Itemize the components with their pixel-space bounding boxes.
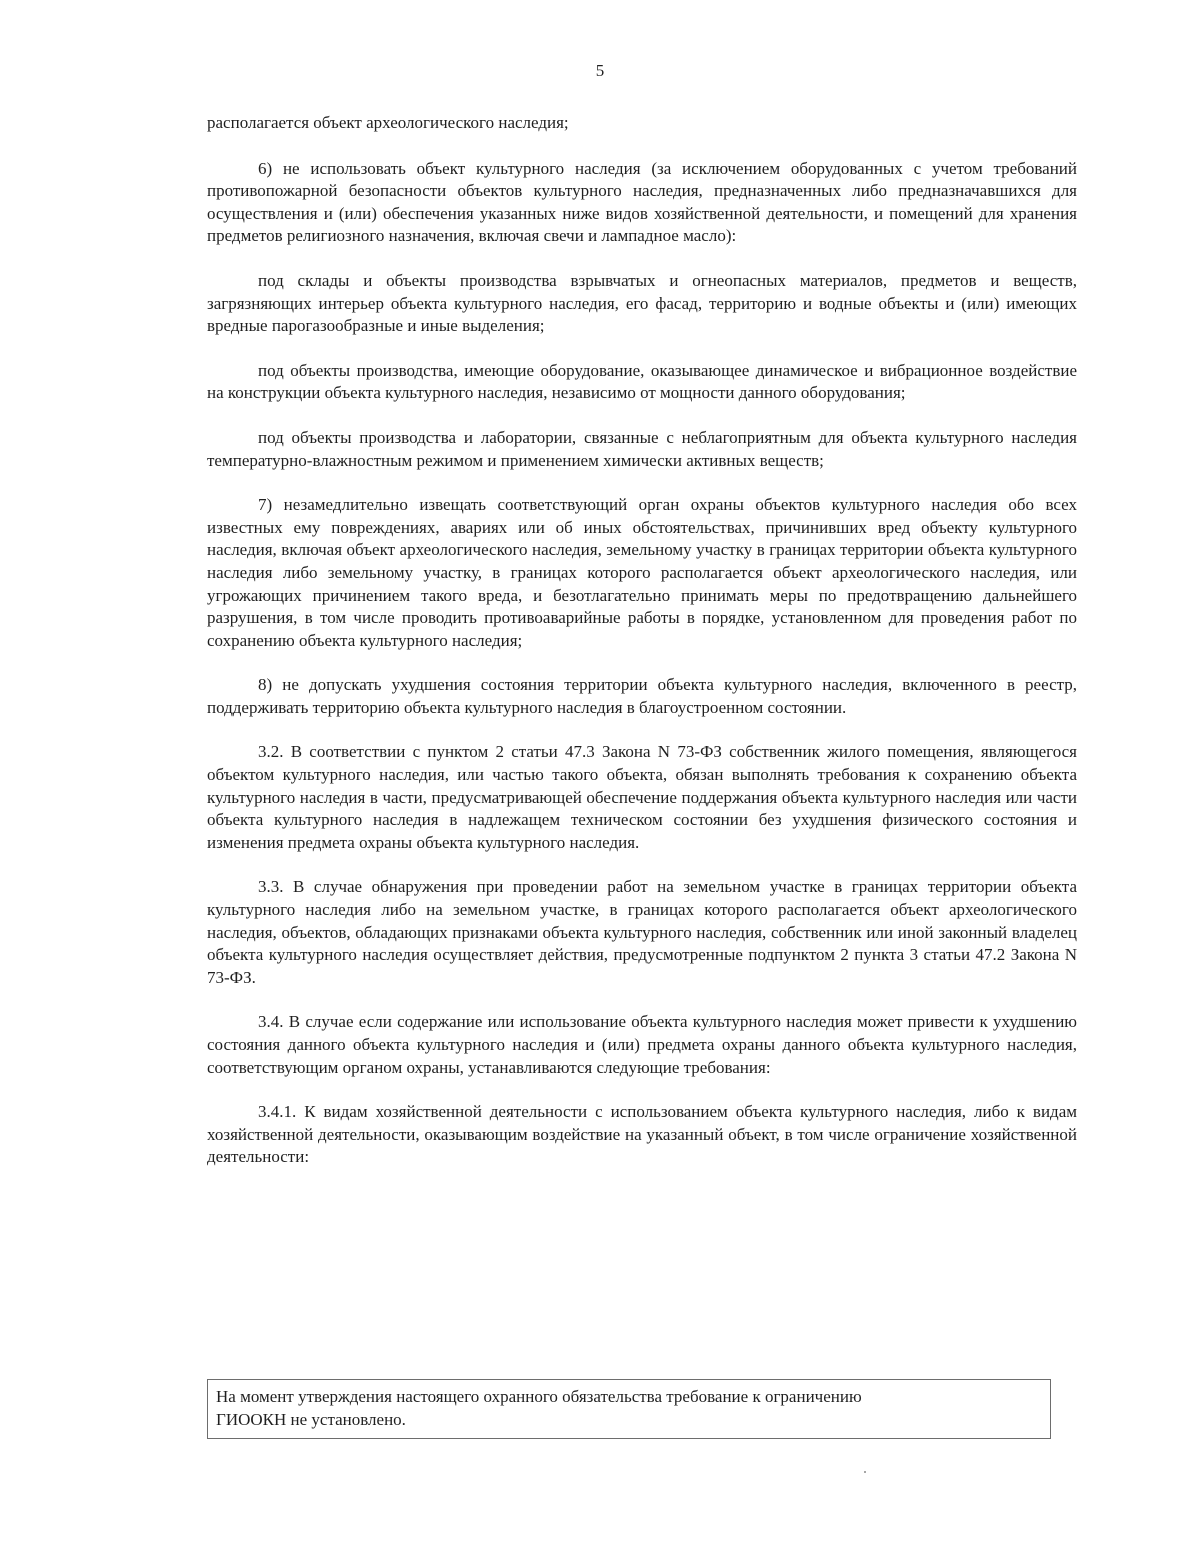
document-body xyxy=(207,112,1077,1191)
paragraph-3-2: 3.2. В соответствии с пунктом 2 статьи 47.3 Закона N 73-ФЗ собственник жилого помещения, являющегося объектом культурного наследия, или частью такого объекта, обязан выполнять требования к сохранению объекта культурного наследия в части, предусматривающей обеспечение поддержания объекта культурного наследия или части объекта культурного наследия в надлежащем техническом состоянии без ухудшения физического состояния и изменения предмета охраны объекта культурного наследия. xyxy=(207,742,1077,852)
paragraph-3-4-1: 3.4.1. К видам хозяйственной деятельности с использованием объекта культурного наследия, либо к видам хозяйственной деятельности, оказывающим воздействие на указанный объект, в том числе ограничение хозяйственной деятельности: xyxy=(207,1102,1077,1167)
paragraph-3-4: 3.4. В случае если содержание или использование объекта культурного наследия может привести к ухудшению состояния данного объекта культурного наследия и (или) предмета охраны данного объекта культурного наследия, соответствующим органом охраны, устанавливаются следующие требования: xyxy=(207,1012,1077,1077)
restriction-notice-line-1: На момент утверждения настоящего охранного обязательства требование к ограничению xyxy=(216,1387,862,1406)
paragraph-continuation: располагается объект археологического наследия; xyxy=(207,113,569,132)
restriction-notice-box xyxy=(207,1379,1051,1439)
paragraph-item-8: 8) не допускать ухудшения состояния территории объекта культурного наследия, включенного в реестр, поддерживать территорию объекта культурного наследия в благоустроенном состоянии. xyxy=(207,675,1077,717)
scan-speck xyxy=(864,1471,866,1473)
paragraph-item-6-laboratories: под объекты производства и лаборатории, связанные с неблагоприятным для объекта культурного наследия температурно-влажностным режимом и применением химически активных веществ; xyxy=(207,427,1077,470)
paragraph-item-6-production: под объекты производства, имеющие оборудование, оказывающее динамическое и вибрационное воздействие на конструкции объекта культурного наследия, независимо от мощности данного оборудования; xyxy=(207,360,1077,403)
paragraph-item-7: 7) незамедлительно извещать соответствующий орган охраны объектов культурного наследия обо всех известных ему повреждениях, авариях или об иных обстоятельствах, причинивших вред объекту культурного наследия, включая объект археологического наследия, земельному участку в границах территории объекта культурного наследия либо земельному участку, в границах которого располагается объект археологического наследия, или угрожающих причинением такого вреда, и безотлагательно принимать меры по предотвращению дальнейшего разрушения, в том числе проводить противоаварийные работы в порядке, установленном для проведения работ по сохранению объекта культурного наследия; xyxy=(207,495,1077,650)
page-number: 5 xyxy=(595,61,605,80)
paragraph-3-3: 3.3. В случае обнаружения при проведении работ на земельном участке в границах территории объекта культурного наследия либо на земельном участке, в границах которого располагается объект археологического наследия, объектов, обладающих признаками объекта культурного наследия, собственник или иной законный владелец объекта культурного наследия осуществляет действия, предусмотренные подпунктом 2 пункта 3 статьи 47.2 Закона N 73-ФЗ. xyxy=(207,877,1077,987)
restriction-notice-line-2: ГИООКН не установлено. xyxy=(216,1410,406,1429)
paragraph-item-6-warehouses: под склады и объекты производства взрывчатых и огнеопасных материалов, предметов и веществ, загрязняющих интерьер объекта культурного наследия, его фасад, территорию и водные объекты и (или) имеющих вредные парогазообразные и иные выделения; xyxy=(207,270,1077,336)
paragraph-item-6: 6) не использовать объект культурного наследия (за исключением оборудованных с учетом требований противопожарной безопасности объектов культурного наследия, предназначенных либо предназначавшихся для осуществления и (или) обеспечения указанных ниже видов хозяйственной деятельности, и помещений для хранения предметов религиозного назначения, включая свечи и лампадное масло): xyxy=(207,158,1077,246)
